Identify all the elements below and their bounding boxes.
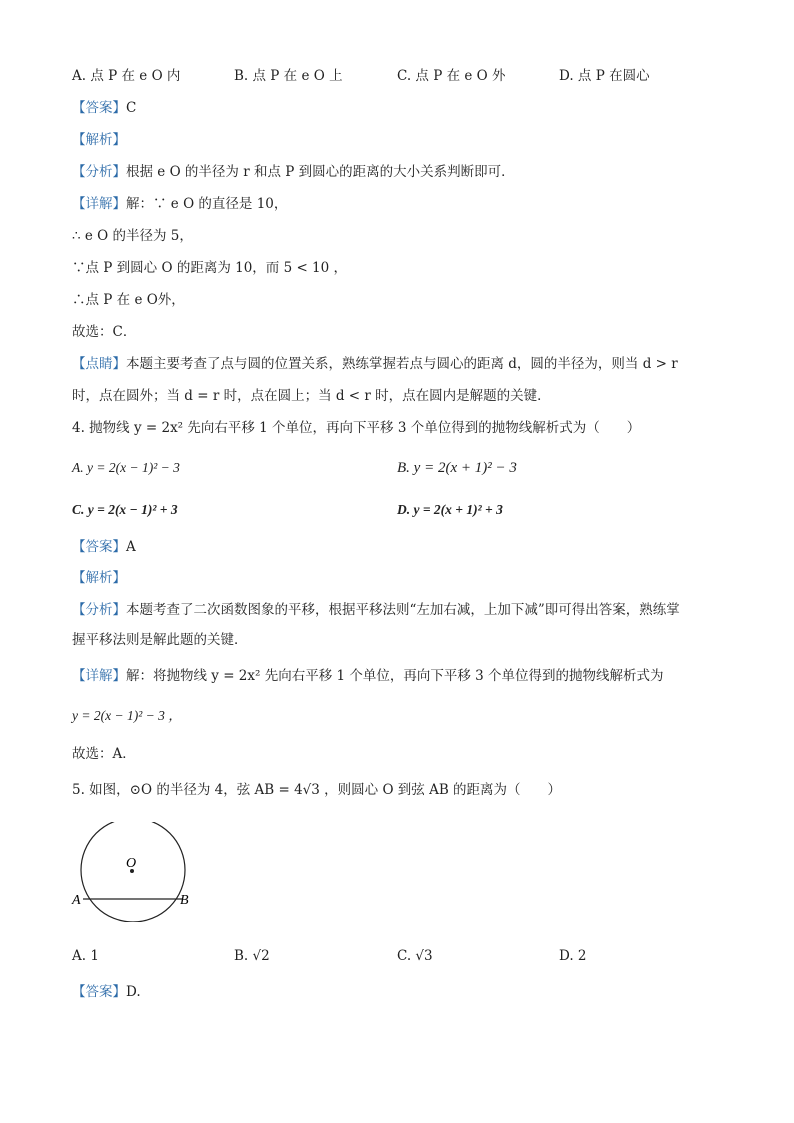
- q4-answer: [72, 537, 136, 557]
- analysis-tag: 【解析】: [72, 132, 126, 148]
- fenxi-text: 根据 e O 的半径为 r 和点 P 到圆心的距离的大小关系判断即可．: [126, 164, 515, 180]
- q3-step4: ∴点 P 在 e O外，: [72, 292, 185, 308]
- circle-figure: [68, 822, 198, 922]
- q4-fenxi: [72, 600, 680, 620]
- q5-option-c: C. √3: [397, 948, 433, 964]
- q4-option-d: D. y = 2(x + 1)² + 3: [397, 502, 503, 517]
- analysis-tag: 【解析】: [72, 570, 126, 586]
- q3-option-b: B. 点 P 在 e O 上: [234, 68, 343, 84]
- q3-dianjing-2: 时，点在圆外；当 d = r 时，点在圆上；当 d < r 时，点在圆内是解题的关键．: [72, 388, 551, 404]
- q3-xiangjie: [72, 194, 287, 214]
- q3-step3: ∵点 P 到圆心 O 的距离为 10，而 5 < 10 ，: [72, 260, 348, 276]
- q3-choose: 故选：C．: [72, 324, 137, 340]
- dianjing-text-1: 本题主要考查了点与圆的位置关系，熟练掌握若点与圆心的距离 d，圆的半径为，则当 d > r: [126, 356, 678, 372]
- q5-option-d: D. 2: [559, 948, 587, 964]
- q5-option-b: B. √2: [234, 948, 270, 964]
- q4-option-a: A. y = 2(x − 1)² − 3: [72, 460, 180, 475]
- q4-stem: 4. 抛物线 y = 2x² 先向右平移 1 个单位，再向下平移 3 个单位得到的抛物线解析式为（ ）: [72, 420, 641, 436]
- xiangjie-text: 解：将抛物线 y = 2x² 先向右平移 1 个单位，再向下平移 3 个单位得到的抛物线解析式为: [126, 668, 664, 684]
- dianjing-tag: 【点睛】: [72, 356, 126, 372]
- answer-value: C: [126, 100, 137, 116]
- q4-xiangjie: [72, 666, 664, 686]
- q3-fenxi: [72, 162, 515, 182]
- point-a-label: A: [72, 893, 81, 908]
- q3-dianjing: [72, 354, 678, 374]
- q4-option-c: C. y = 2(x − 1)² + 3: [72, 502, 178, 517]
- q4-option-b: B. y = 2(x + 1)² − 3: [397, 460, 517, 476]
- answer-value: D.: [126, 984, 141, 1000]
- q4-fenxi-2: 握平移法则是解此题的关键．: [72, 632, 248, 648]
- fenxi-text-1: 本题考查了二次函数图象的平移，根据平移法则“左加右减，上加下减”即可得出答案，熟练掌: [126, 602, 680, 618]
- q5-option-a: A. 1: [72, 948, 99, 964]
- answer-tag: 【答案】: [72, 984, 126, 1000]
- point-b-label: B: [180, 893, 189, 908]
- xiangjie-tag: 【详解】: [72, 196, 126, 212]
- q3-option-a: A. 点 P 在 e O 内: [72, 68, 181, 84]
- q4-analysis-heading: [72, 568, 126, 588]
- q3-step2: ∴ e O 的半径为 5，: [72, 228, 193, 244]
- q4-choose: 故选：A．: [72, 746, 136, 762]
- xiangjie-text: 解：∵ e O 的直径是 10，: [126, 196, 288, 212]
- fenxi-tag: 【分析】: [72, 602, 126, 618]
- xiangjie-tag: 【详解】: [72, 668, 126, 684]
- q3-option-c: C. 点 P 在 e O 外: [397, 68, 506, 84]
- q3-option-d: D. 点 P 在圆心: [559, 68, 650, 84]
- answer-tag: 【答案】: [72, 100, 126, 116]
- fenxi-tag: 【分析】: [72, 164, 126, 180]
- q5-stem: 5. 如图，⊙O 的半径为 4，弦 AB = 4√3 ，则圆心 O 到弦 AB 的距离为（ ）: [72, 782, 562, 798]
- q3-answer: [72, 98, 136, 118]
- answer-value: A: [126, 539, 136, 555]
- answer-tag: 【答案】: [72, 539, 126, 555]
- q4-result: y = 2(x − 1)² − 3 ，: [72, 708, 182, 723]
- q5-answer: [72, 982, 141, 1002]
- center-label: O: [126, 856, 137, 871]
- q3-analysis-heading: [72, 130, 126, 150]
